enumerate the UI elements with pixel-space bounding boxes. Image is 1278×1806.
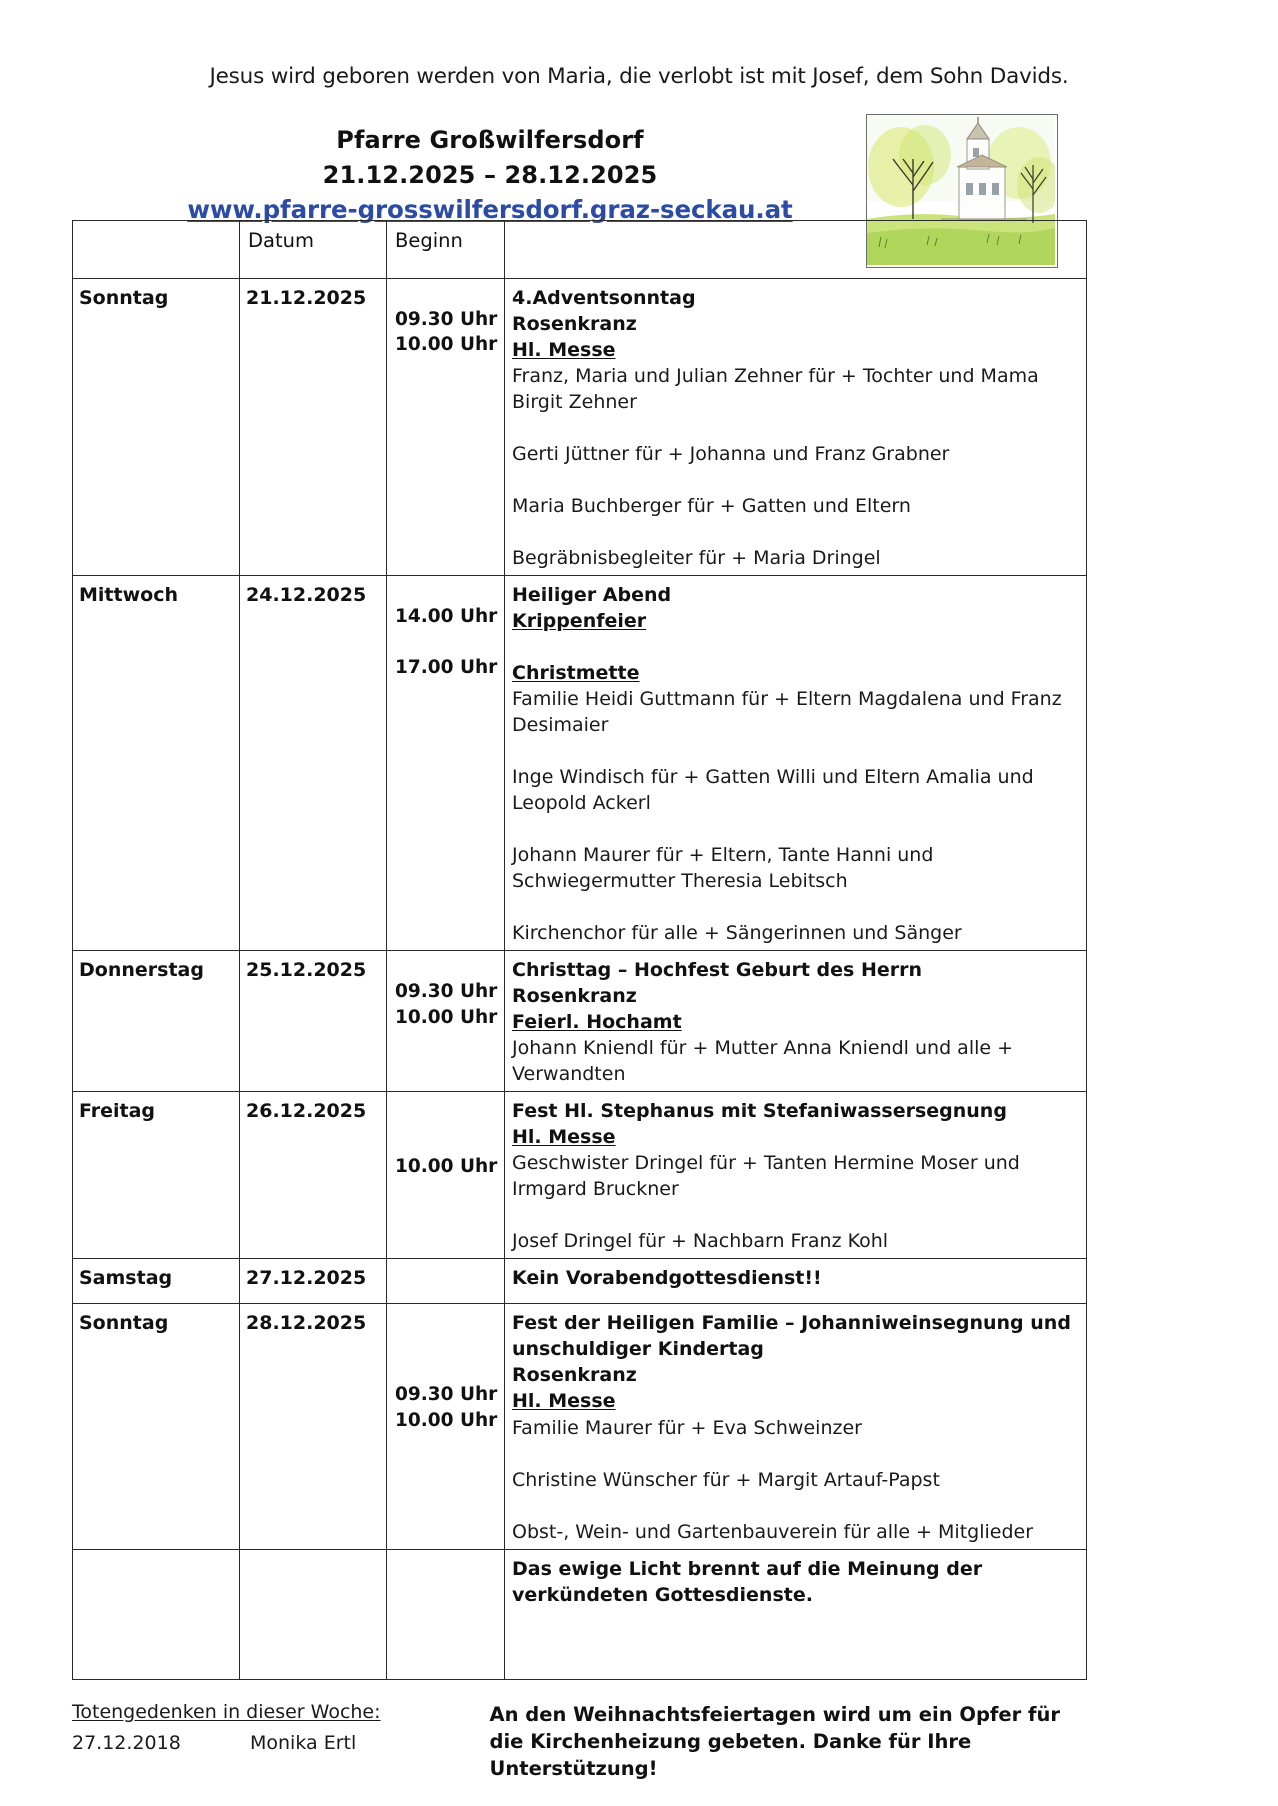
row-date-label: 24.12.2025 xyxy=(246,584,367,607)
detail-spacer xyxy=(512,634,1080,660)
detail-line: Hl. Messe xyxy=(512,339,616,362)
detail-line: Fest der Heiligen Familie – Johanniweinsegnung und unschuldiger Kindertag xyxy=(512,1312,1071,1361)
title-block xyxy=(120,125,860,224)
table-row xyxy=(73,279,1087,576)
detail-spacer xyxy=(512,1202,1080,1228)
row-detail-list xyxy=(505,1550,1086,1612)
detail-line: Obst-, Wein- und Gartenbauverein für alle + Mitglieder xyxy=(512,1520,1034,1543)
detail-line: Josef Dringel für + Nachbarn Franz Kohl xyxy=(512,1230,889,1253)
header-time-label: Beginn xyxy=(395,229,463,252)
parish-name: Pfarre Großwilfersdorf xyxy=(336,126,644,154)
detail-line: Christtag – Hochfest Geburt des Herrn xyxy=(512,959,923,982)
cell-date xyxy=(240,1259,387,1304)
table-row xyxy=(73,1549,1087,1679)
time-entry: 17.00 Uhr xyxy=(395,657,498,679)
cell-day xyxy=(73,1092,240,1259)
cell-time xyxy=(387,1259,505,1304)
table-row xyxy=(73,1259,1087,1304)
time-entry: 09.30 Uhr xyxy=(395,981,498,1003)
cell-detail xyxy=(505,1549,1087,1679)
collection-note: An den Weihnachtsfeiertagen wird um ein Opfer für die Kirchenheizung gebeten. Danke für Ihre Unterstützung! xyxy=(489,1703,1061,1780)
row-date-label: 28.12.2025 xyxy=(246,1312,367,1335)
detail-spacer xyxy=(512,415,1080,441)
detail-line: Christine Wünscher für + Margit Artauf-Papst xyxy=(512,1468,940,1491)
time-entry: 09.30 Uhr xyxy=(395,1384,498,1406)
cell-date xyxy=(240,1549,387,1679)
time-entry: 09.30 Uhr xyxy=(395,309,498,330)
row-date-label: 26.12.2025 xyxy=(246,1100,367,1123)
table-row xyxy=(73,1304,1087,1549)
detail-line: Geschwister Dringel für + Tanten Hermine Moser und Irmgard Bruckner xyxy=(512,1152,1020,1201)
cell-time xyxy=(387,1092,505,1259)
cell-day xyxy=(73,279,240,576)
header-cell-date xyxy=(240,221,387,279)
detail-line: Fest Hl. Stephanus mit Stefaniwassersegnung xyxy=(512,1100,1007,1123)
table-header-row xyxy=(73,221,1087,279)
detail-line: Kirchenchor für alle + Sängerinnen und Sänger xyxy=(512,922,962,945)
row-time-list xyxy=(387,1092,504,1183)
detail-line: Maria Buchberger für + Gatten und Eltern xyxy=(512,495,911,518)
cell-date xyxy=(240,951,387,1092)
detail-spacer xyxy=(512,894,1080,920)
detail-line: Heiliger Abend xyxy=(512,584,672,607)
header-cell-time xyxy=(387,221,505,279)
row-detail-list xyxy=(505,1259,1086,1295)
cell-date xyxy=(240,576,387,951)
row-detail-list xyxy=(505,279,1086,575)
cell-detail xyxy=(505,576,1087,951)
cell-detail xyxy=(505,279,1087,576)
header-day-label xyxy=(73,221,239,233)
detail-spacer xyxy=(512,738,1080,764)
row-day-label: Mittwoch xyxy=(79,584,178,607)
row-detail-list xyxy=(505,1304,1086,1548)
service-schedule-table xyxy=(72,220,1087,1680)
row-date-label: 27.12.2025 xyxy=(246,1267,367,1290)
detail-line: Rosenkranz xyxy=(512,313,637,336)
row-day-label: Sonntag xyxy=(79,287,169,309)
schedule-table-body xyxy=(73,221,1087,1680)
detail-line: Hl. Messe xyxy=(512,1126,616,1149)
time-entry: 10.00 Uhr xyxy=(395,1006,498,1028)
detail-line: Inge Windisch für + Gatten Willi und Eltern Amalia und Leopold Ackerl xyxy=(512,766,1034,815)
footer xyxy=(72,1700,1086,1783)
table-row xyxy=(73,951,1087,1092)
cell-time xyxy=(387,951,505,1092)
cell-date xyxy=(240,279,387,576)
row-time-list xyxy=(387,576,504,685)
row-detail-list xyxy=(505,1092,1086,1258)
cell-day xyxy=(73,1304,240,1549)
cell-time xyxy=(387,279,505,576)
detail-line: Kein Vorabendgottesdienst!! xyxy=(512,1267,822,1290)
detail-line: Familie Heidi Guttmann für + Eltern Magdalena und Franz Desimaier xyxy=(512,688,1062,737)
memorial-date: 27.12.2018 xyxy=(72,1731,181,1754)
row-date-label: 21.12.2025 xyxy=(246,287,367,309)
detail-line: Christmette xyxy=(512,662,640,685)
memorial-title: Totengedenken in dieser Woche: xyxy=(72,1701,381,1723)
detail-line: Johann Kniendl für + Mutter Anna Kniendl und alle + Verwandten xyxy=(512,1037,1014,1086)
cell-detail xyxy=(505,1304,1087,1549)
date-range: 21.12.2025 – 28.12.2025 xyxy=(322,160,658,189)
cell-time xyxy=(387,1304,505,1549)
row-day-label: Sonntag xyxy=(79,1312,169,1335)
cell-day xyxy=(73,1259,240,1304)
row-time-list xyxy=(387,1304,504,1437)
row-day-label: Donnerstag xyxy=(79,959,204,982)
cell-detail xyxy=(505,951,1087,1092)
header-cell-blank xyxy=(73,221,240,279)
detail-line: Gerti Jüttner für + Johanna und Franz Grabner xyxy=(512,443,950,466)
row-day-label: Samstag xyxy=(79,1267,173,1290)
detail-spacer xyxy=(512,467,1080,493)
detail-spacer xyxy=(512,816,1080,842)
row-day-label: Freitag xyxy=(79,1100,156,1123)
cell-day xyxy=(73,1549,240,1679)
row-date-label: 25.12.2025 xyxy=(246,959,367,982)
row-detail-list xyxy=(505,576,1086,950)
detail-spacer xyxy=(512,519,1080,545)
detail-line: Hl. Messe xyxy=(512,1390,616,1413)
header-date-label: Datum xyxy=(248,229,314,252)
table-row xyxy=(73,1092,1087,1259)
header-detail-label xyxy=(505,221,1086,233)
detail-line: Rosenkranz xyxy=(512,1364,637,1387)
row-time-list xyxy=(387,951,504,1034)
time-entry: 10.00 Uhr xyxy=(395,334,498,356)
detail-line: Feierl. Hochamt xyxy=(512,1011,682,1034)
eternal-light-note: Das ewige Licht brennt auf die Meinung der verkündeten Gottesdienste. xyxy=(512,1557,983,1606)
row-time-list xyxy=(387,279,504,362)
cell-detail xyxy=(505,1259,1087,1304)
detail-line: Familie Maurer für + Eva Schweinzer xyxy=(512,1416,862,1439)
detail-spacer xyxy=(512,1441,1080,1467)
detail-line: Rosenkranz xyxy=(512,985,637,1008)
cell-day xyxy=(73,576,240,951)
table-row xyxy=(73,576,1087,951)
header-cell-detail xyxy=(505,221,1087,279)
detail-line: Johann Maurer für + Eltern, Tante Hanni und Schwiegermutter Theresia Lebitsch xyxy=(512,844,934,893)
cell-detail xyxy=(505,1092,1087,1259)
cell-date xyxy=(240,1304,387,1549)
detail-line: Begräbnisbegleiter für + Maria Dringel xyxy=(512,547,881,570)
memorial-name: Monika Ertl xyxy=(250,1731,357,1754)
detail-line: Franz, Maria und Julian Zehner für + Tochter und Mama Birgit Zehner xyxy=(512,365,1039,414)
cell-day xyxy=(73,951,240,1092)
cell-time xyxy=(387,576,505,951)
detail-spacer xyxy=(512,1493,1080,1519)
time-entry: 10.00 Uhr xyxy=(395,1409,498,1431)
memorial-block xyxy=(72,1700,490,1754)
detail-line: Krippenfeier xyxy=(512,610,647,633)
parish-website-link[interactable]: www.pfarre-grosswilfersdorf.graz-seckau.at xyxy=(187,194,793,224)
row-detail-list xyxy=(505,951,1086,1091)
time-entry: 14.00 Uhr xyxy=(395,606,498,628)
cell-date xyxy=(240,1092,387,1259)
cell-time xyxy=(387,1549,505,1679)
time-entry: 10.00 Uhr xyxy=(395,1156,498,1178)
scripture-quote: Jesus wird geboren werden von Maria, die verlobt ist mit Josef, dem Sohn Davids. xyxy=(209,64,1069,89)
detail-line: 4.Adventsonntag xyxy=(512,287,696,309)
memorial-entry xyxy=(72,1732,490,1754)
